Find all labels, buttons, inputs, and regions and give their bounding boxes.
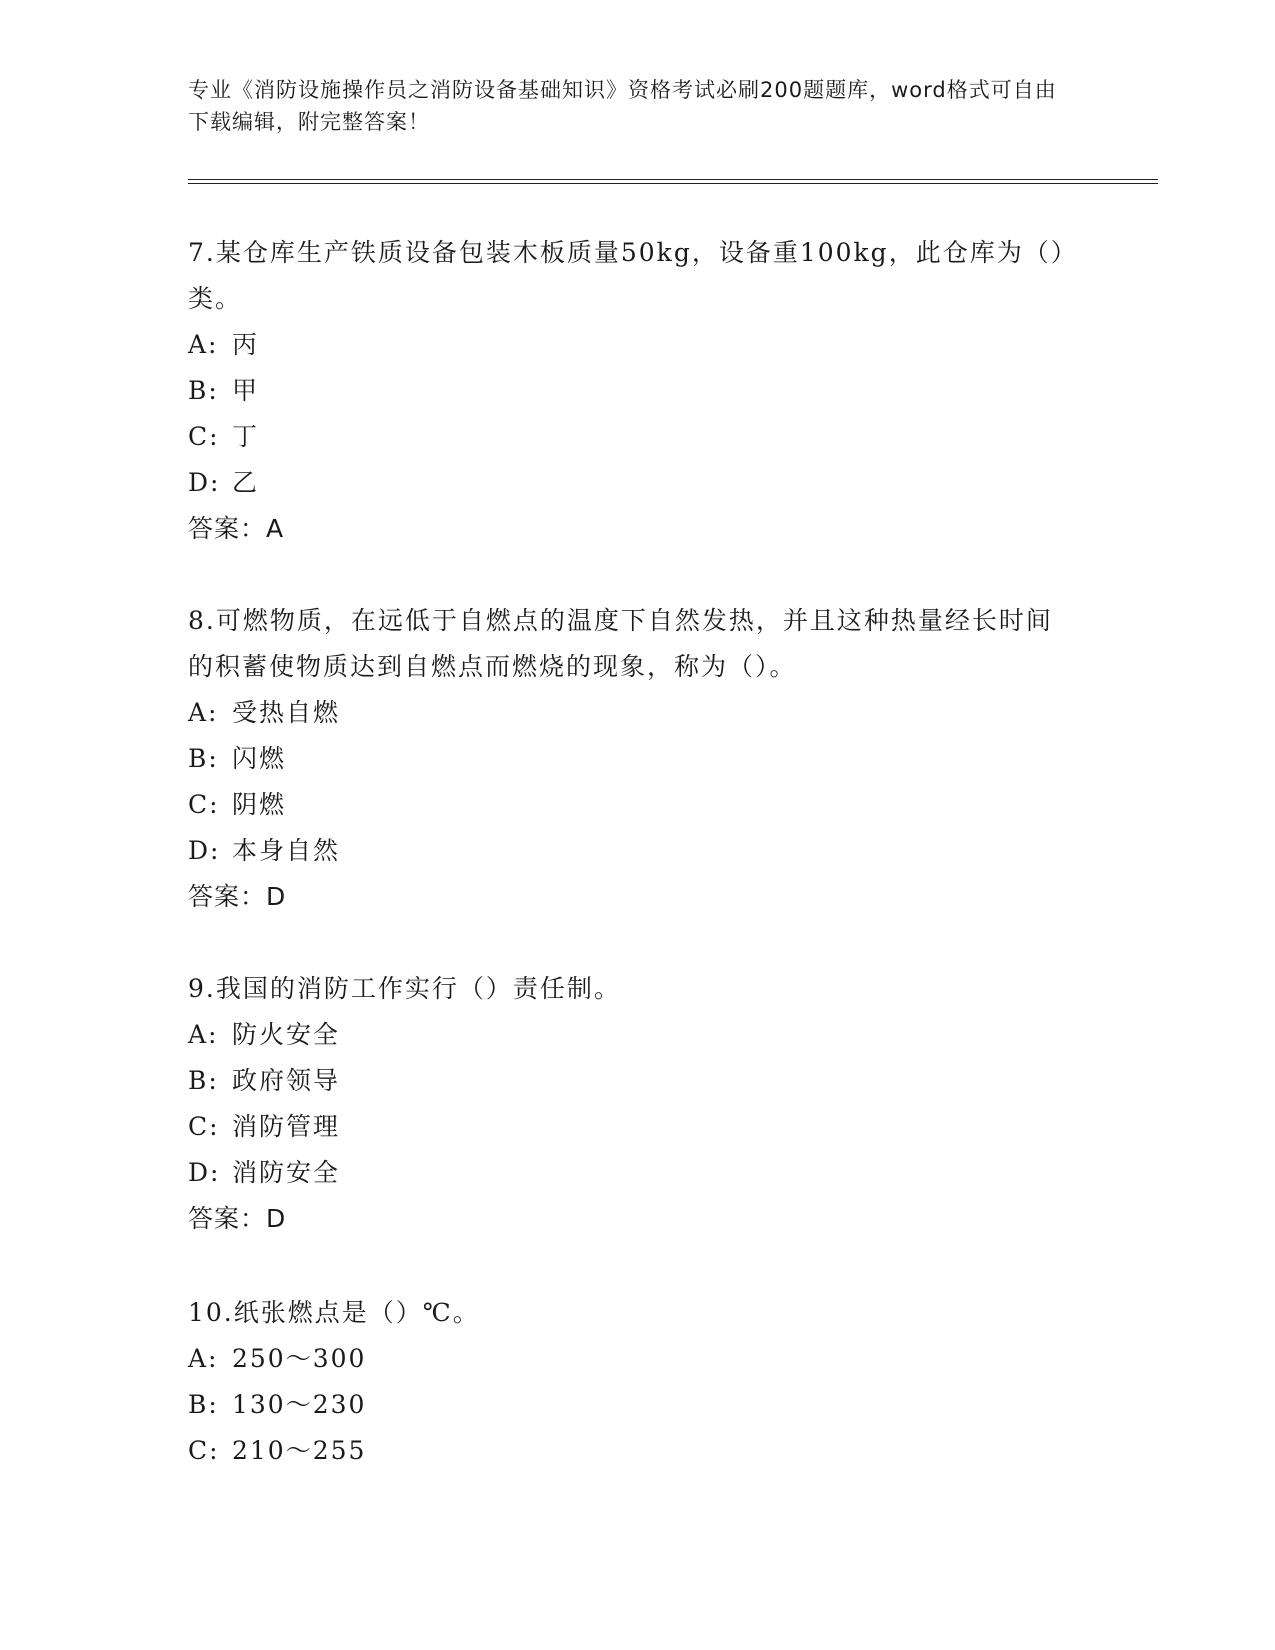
- option-b: [188, 736, 1068, 782]
- option-letter: D:: [188, 1158, 221, 1187]
- option-letter: A:: [188, 1344, 219, 1373]
- option-a: [188, 690, 1068, 736]
- header-divider-top: [188, 179, 1158, 180]
- option-a: [188, 322, 1068, 368]
- option-a: [188, 1336, 1068, 1382]
- option-text: 丁: [232, 422, 260, 451]
- option-text: 消防管理: [232, 1112, 341, 1141]
- question-text: 10.纸张燃点是（）℃。: [188, 1298, 480, 1327]
- question-text: 7.某仓库生产铁质设备包装木板质量50kg，设备重100kg，此仓库为（）类。: [188, 238, 1066, 313]
- option-text: 阴燃: [232, 790, 287, 819]
- option-letter: A:: [188, 698, 219, 727]
- option-letter: D:: [188, 468, 221, 497]
- option-text: 丙: [232, 330, 260, 359]
- option-d: [188, 460, 1068, 506]
- option-b: [188, 368, 1068, 414]
- option-text: 政府领导: [232, 1066, 341, 1095]
- option-letter: B:: [188, 1390, 219, 1419]
- option-letter: D:: [188, 836, 221, 865]
- option-b: [188, 1382, 1068, 1428]
- option-letter: C:: [188, 1112, 220, 1141]
- question-10: [188, 1290, 1068, 1474]
- option-text: 130～230: [232, 1390, 367, 1419]
- header-divider-bottom: [188, 183, 1158, 184]
- question-8: [188, 598, 1068, 920]
- option-letter: C:: [188, 1436, 220, 1465]
- answer-line: 答案：D: [188, 882, 287, 911]
- option-text: 受热自燃: [232, 698, 341, 727]
- question-7: [188, 230, 1068, 552]
- option-letter: C:: [188, 790, 220, 819]
- option-letter: A:: [188, 330, 219, 359]
- answer-line: 答案：D: [188, 1204, 287, 1233]
- option-a: [188, 1012, 1068, 1058]
- option-d: [188, 1150, 1068, 1196]
- question-text: 8.可燃物质，在远低于自燃点的温度下自然发热，并且这种热量经长时间的积蓄使物质达到自燃点而燃烧的现象，称为（）。: [188, 606, 1053, 681]
- document-header: 专业《消防设施操作员之消防设备基础知识》资格考试必刷200题题库，word格式可自由下载编辑，附完整答案！: [188, 78, 1057, 134]
- option-text: 乙: [232, 468, 260, 497]
- option-letter: B:: [188, 744, 219, 773]
- option-c: [188, 1104, 1068, 1150]
- option-letter: B:: [188, 1066, 219, 1095]
- option-c: [188, 782, 1068, 828]
- option-b: [188, 1058, 1068, 1104]
- option-letter: B:: [188, 376, 219, 405]
- option-text: 甲: [232, 376, 260, 405]
- option-text: 防火安全: [232, 1020, 341, 1049]
- question-text: 9.我国的消防工作实行（）责任制。: [188, 974, 621, 1003]
- option-text: 闪燃: [232, 744, 287, 773]
- option-letter: A:: [188, 1020, 219, 1049]
- option-c: [188, 1428, 1068, 1474]
- option-text: 本身自然: [232, 836, 341, 865]
- option-letter: C:: [188, 422, 220, 451]
- option-text: 消防安全: [232, 1158, 341, 1187]
- option-d: [188, 828, 1068, 874]
- option-text: 250～300: [232, 1344, 367, 1373]
- answer-line: 答案：A: [188, 514, 285, 543]
- question-9: [188, 966, 1068, 1242]
- option-c: [188, 414, 1068, 460]
- option-text: 210～255: [232, 1436, 367, 1465]
